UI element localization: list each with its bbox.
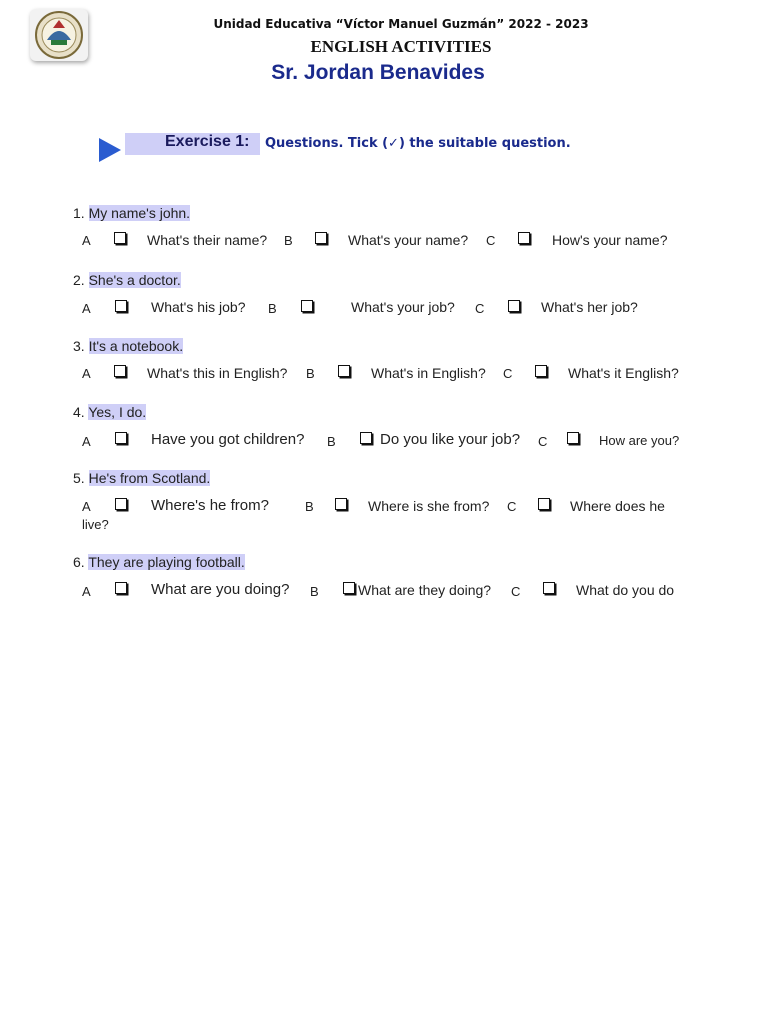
checkbox-icon[interactable] bbox=[543, 582, 555, 594]
option-text: What's your name? bbox=[348, 232, 469, 248]
option-text: Where does he bbox=[570, 498, 665, 514]
option-letter: C bbox=[486, 233, 496, 248]
checkbox-icon[interactable] bbox=[115, 582, 127, 594]
option-letter: C bbox=[503, 366, 513, 381]
option-text: What are they doing? bbox=[358, 582, 492, 598]
checkbox-icon[interactable] bbox=[315, 232, 327, 244]
checkbox-icon[interactable] bbox=[535, 365, 547, 377]
option-letter: B bbox=[327, 434, 336, 449]
question-number: 6. bbox=[73, 554, 85, 570]
option-text: What are you doing? bbox=[151, 581, 290, 598]
question-prompt: She's a doctor. bbox=[88, 272, 181, 288]
option-letter: A bbox=[82, 584, 91, 599]
question-5 bbox=[73, 470, 210, 486]
option-text: Where's he from? bbox=[151, 497, 269, 514]
checkbox-icon[interactable] bbox=[360, 432, 372, 444]
option-letter: A bbox=[82, 233, 91, 248]
option-text: Have you got children? bbox=[151, 431, 305, 448]
question-number: 1. bbox=[73, 205, 85, 221]
checkbox-icon[interactable] bbox=[115, 432, 127, 444]
checkbox-icon[interactable] bbox=[567, 432, 579, 444]
exercise-title: Exercise 1: bbox=[165, 133, 250, 150]
option-text: Where is she from? bbox=[368, 498, 490, 514]
checkbox-icon[interactable] bbox=[538, 498, 550, 510]
option-text: What's her job? bbox=[541, 299, 638, 315]
checkbox-icon[interactable] bbox=[508, 300, 520, 312]
question-1 bbox=[73, 205, 190, 221]
question-3 bbox=[73, 338, 183, 354]
option-text: What's his job? bbox=[151, 299, 246, 315]
option-text: What's your job? bbox=[351, 299, 455, 315]
checkbox-icon[interactable] bbox=[114, 232, 126, 244]
option-letter: A bbox=[82, 301, 91, 316]
option-text: How are you? bbox=[599, 433, 680, 448]
checkbox-icon[interactable] bbox=[518, 232, 530, 244]
exercise-instruction: Questions. Tick (✓) the suitable question. bbox=[265, 136, 571, 151]
checkbox-icon[interactable] bbox=[114, 365, 126, 377]
question-4 bbox=[73, 404, 146, 420]
question-6 bbox=[73, 554, 245, 570]
option-letter: A bbox=[82, 499, 91, 514]
question-2 bbox=[73, 272, 181, 288]
checkbox-icon[interactable] bbox=[335, 498, 347, 510]
question-number: 3. bbox=[73, 338, 85, 354]
question-number: 2. bbox=[73, 272, 85, 288]
option-letter: B bbox=[284, 233, 293, 248]
option-text: How's your name? bbox=[552, 232, 668, 248]
question-prompt: They are playing football. bbox=[88, 554, 245, 570]
checkbox-icon[interactable] bbox=[338, 365, 350, 377]
school-name: Unidad Educativa “Víctor Manuel Guzmán” 2022 - 2023 bbox=[213, 17, 589, 31]
option-letter: A bbox=[82, 434, 91, 449]
checkbox-icon[interactable] bbox=[301, 300, 313, 312]
option-letter: B bbox=[268, 301, 277, 316]
subject-title: ENGLISH ACTIVITIES bbox=[310, 37, 492, 56]
checkbox-icon[interactable] bbox=[115, 498, 127, 510]
option-text: What's their name? bbox=[147, 232, 268, 248]
question-prompt: It's a notebook. bbox=[88, 338, 184, 354]
checkbox-icon[interactable] bbox=[343, 582, 355, 594]
question-prompt: My name's john. bbox=[88, 205, 191, 221]
option-letter: C bbox=[475, 301, 485, 316]
option-text: Do you like your job? bbox=[380, 431, 521, 448]
checkbox-icon[interactable] bbox=[115, 300, 127, 312]
teacher-name: Sr. Jordan Benavides bbox=[271, 61, 485, 84]
question-number: 5. bbox=[73, 470, 85, 486]
question-prompt: Yes, I do. bbox=[88, 404, 147, 420]
option-letter: C bbox=[507, 499, 517, 514]
option-letter: C bbox=[538, 434, 548, 449]
option-text: What's in English? bbox=[371, 365, 486, 381]
option-text: What do you do bbox=[576, 582, 675, 598]
option-letter: C bbox=[511, 584, 521, 599]
option-text: What's this in English? bbox=[147, 365, 288, 381]
option-letter: B bbox=[305, 499, 314, 514]
option-text-continuation: live? bbox=[82, 517, 109, 532]
option-letter: B bbox=[310, 584, 319, 599]
question-prompt: He's from Scotland. bbox=[88, 470, 211, 486]
option-letter: B bbox=[306, 366, 315, 381]
question-number: 4. bbox=[73, 404, 85, 420]
option-text: What's it English? bbox=[568, 365, 679, 381]
play-arrow-icon bbox=[98, 137, 122, 163]
option-letter: A bbox=[82, 366, 91, 381]
